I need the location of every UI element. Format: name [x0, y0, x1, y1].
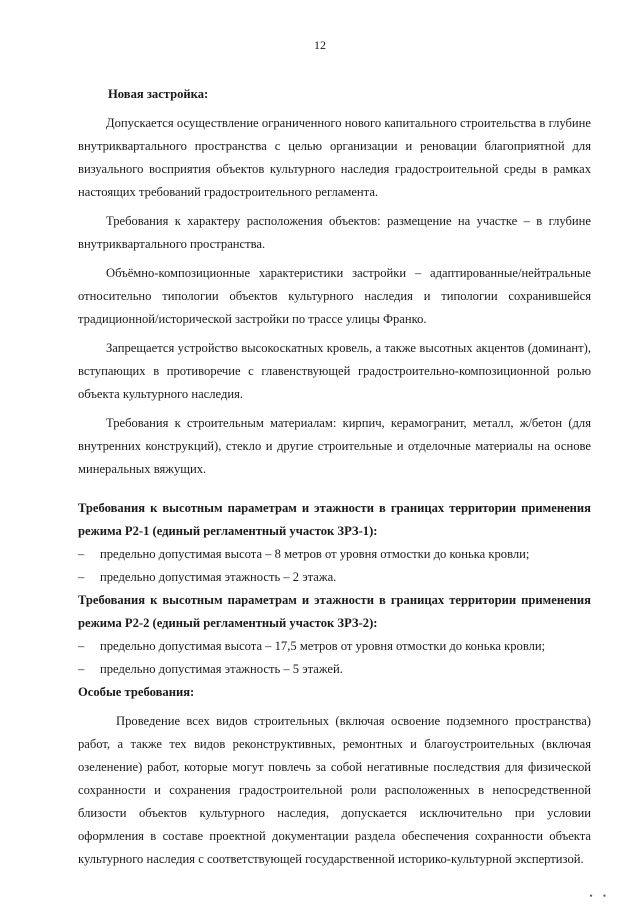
new-construction-paragraph-1: Допускается осуществление ограниченного нового капитального строительства в глубине внутриквартального пространства с целью организации и реновации благоприятной для визуального восприятия объектов культурного наследия градостроительной среды в рамках настоящих требований градостроительного регламента.: [78, 116, 591, 199]
list-dash: –: [78, 547, 85, 561]
list-dash: –: [78, 662, 85, 676]
page-content: [78, 83, 591, 871]
regime-p2-2-floors-item: предельно допустимая этажность – 5 этажей.: [100, 662, 343, 676]
volumetric-characteristics-paragraph: Объёмно-композиционные характеристики застройки – адаптированные/нейтральные относительно типологии объектов культурного наследия и типологии сохранившейся традиционной/исторической застройки по трассе улицы Франко.: [78, 266, 591, 326]
corner-mark: • •: [589, 891, 610, 901]
page-number: 12: [314, 38, 326, 52]
prohibitions-paragraph: Запрещается устройство высокоскатных кровель, а также высотных акцентов (доминант), вступающих в противоречие с главенствующей градостроительно-композиционной ролью объекта культурного наследия.: [78, 341, 591, 401]
regime-p2-1-height-item: предельно допустимая высота – 8 метров от уровня отмостки до конька кровли;: [100, 547, 530, 561]
list-item: [78, 566, 591, 589]
list-item: [78, 658, 591, 681]
list-dash: –: [78, 570, 85, 584]
regime-p2-1-heading: Требования к высотным параметрам и этажности в границах территории применения режима Р2-1 (единый регламентный участок ЗРЗ-1):: [78, 501, 591, 538]
new-construction-heading: Новая застройка:: [108, 87, 209, 101]
special-requirements-heading: Особые требования:: [78, 685, 195, 699]
list-item: [78, 635, 591, 658]
regime-p2-2-height-item: предельно допустимая высота – 17,5 метров от уровня отмостки до конька кровли;: [100, 639, 546, 653]
regime-p2-1-floors-item: предельно допустимая этажность – 2 этажа.: [100, 570, 337, 584]
regime-p2-2-heading: Требования к высотным параметрам и этажности в границах территории применения режима Р2-2 (единый регламентный участок ЗРЗ-2):: [78, 593, 591, 630]
list-dash: –: [78, 639, 85, 653]
list-item: [78, 543, 591, 566]
special-requirements-paragraph: Проведение всех видов строительных (включая освоение подземного пространства) работ, а также тех видов реконструктивных, ремонтных и благоустроительных (включая озеленение) работ, которые могут повлечь за собой негативные последствия для физической сохранности и сохранения градостроительной роли расположенных в непосредственной близости объектов культурного наследия, допускается исключительно при условии оформления в составе проектной документации раздела обеспечения сохранности объекта культурного наследия с соответствующей государственной историко-культурной экспертизой.: [78, 714, 591, 866]
materials-paragraph: Требования к строительным материалам: кирпич, керамогранит, металл, ж/бетон (для внутренних конструкций), стекло и другие строительные и отделочные материалы на основе минеральных вяжущих.: [78, 416, 591, 476]
regime-p2-2-list: [78, 635, 591, 681]
placement-requirements-paragraph: Требования к характеру расположения объектов: размещение на участке – в глубине внутриквартального пространства.: [78, 214, 591, 251]
regime-p2-1-list: [78, 543, 591, 589]
